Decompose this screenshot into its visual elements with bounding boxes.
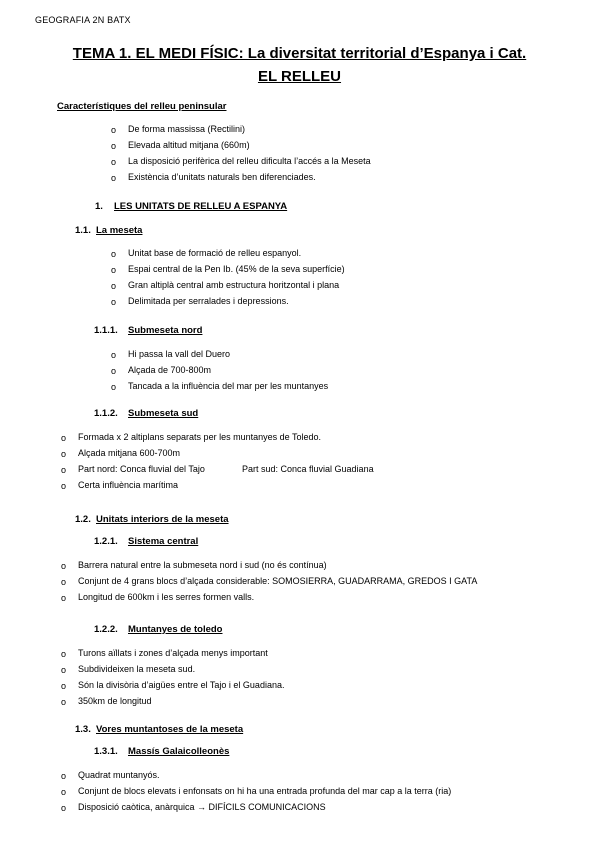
list-bullet: o (111, 350, 117, 360)
list-item: Unitat base de formació de relleu espanyol. (128, 248, 302, 258)
section-number: 1. (95, 201, 103, 212)
list-bullet: o (111, 141, 117, 151)
section-number: 1.3.1. (94, 746, 118, 757)
list-item: Delimitada per serralades i depressions. (128, 296, 289, 306)
list-item: Tancada a la influència del mar per les muntanyes (128, 381, 329, 391)
list-bullet: o (111, 249, 117, 259)
list-bullet: o (111, 281, 117, 291)
list-bullet: o (61, 803, 67, 813)
list-bullet: o (61, 593, 67, 603)
list-item: Espai central de la Pen Ib. (45% de la seva superfície) (128, 264, 345, 274)
page-subtitle: EL RELLEU (257, 68, 342, 85)
section-heading: Sistema central (128, 536, 199, 547)
list-bullet: o (61, 787, 67, 797)
list-item: Conjunt de blocs elevats i enfonsats on hi ha una entrada profunda del mar cap a la terra (ria) (78, 786, 452, 796)
section-heading: Vores muntantoses de la meseta (96, 724, 244, 735)
list-bullet: o (61, 481, 67, 491)
list-bullet: o (61, 649, 67, 659)
section-heading: Muntanyes de toledo (128, 624, 223, 635)
list-bullet: o (61, 449, 67, 459)
list-item: Disposició caòtica, anàrquica → DIFÍCILS COMUNICACIONS (78, 802, 326, 812)
list-bullet: o (61, 771, 67, 781)
list-item: Certa influència marítima (78, 480, 179, 490)
list-item: Alçada mitjana 600-700m (78, 448, 181, 458)
list-bullet: o (111, 265, 117, 275)
list-item: De forma massissa (Rectilini) (128, 124, 246, 134)
section-heading: Massís Galaicolleonès (128, 746, 230, 757)
list-item: Part nord: Conca fluvial del Tajo (78, 464, 205, 474)
characteristics-heading: Característiques del relleu peninsular (57, 101, 227, 112)
section-number: 1.2.1. (94, 536, 118, 547)
list-bullet: o (61, 433, 67, 443)
list-item: Gran altiplà central amb estructura horitzontal i plana (128, 280, 340, 290)
list-item: Formada x 2 altiplans separats per les muntanyes de Toledo. (78, 432, 321, 442)
list-item: Elevada altitud mitjana (660m) (128, 140, 250, 150)
list-item: Hi passa la vall del Duero (128, 349, 231, 359)
section-heading: Unitats interiors de la meseta (96, 514, 229, 525)
section-heading: Submeseta nord (128, 325, 203, 336)
list-item: Barrera natural entre la submeseta nord i sud (no és contínua) (78, 560, 327, 570)
list-bullet: o (111, 157, 117, 167)
section-number: 1.3. (75, 724, 91, 735)
list-bullet: o (61, 681, 67, 691)
list-item: Turons aïllats i zones d’alçada menys important (78, 648, 268, 658)
list-bullet: o (61, 665, 67, 675)
list-bullet: o (111, 366, 117, 376)
section-number: 1.1.2. (94, 408, 118, 419)
list-item: Subdivideixen la meseta sud. (78, 664, 196, 674)
list-item: Conjunt de 4 grans blocs d’alçada considerable: SOMOSIERRA, GUADARRAMA, GREDOS I GATA (78, 576, 478, 586)
section-heading: LES UNITATS DE RELLEU A ESPANYA (114, 201, 288, 212)
list-item: Longitud de 600km i les serres formen valls. (78, 592, 255, 602)
section-number: 1.2. (75, 514, 91, 525)
list-item-secondary: Part sud: Conca fluvial Guadiana (242, 464, 374, 474)
page-title: TEMA 1. EL MEDI FÍSIC: La diversitat territorial d’Espanya i Cat. (72, 45, 527, 62)
section-heading: La meseta (96, 225, 143, 236)
list-bullet: o (111, 173, 117, 183)
list-item: Quadrat muntanyós. (78, 770, 160, 780)
list-bullet: o (61, 465, 67, 475)
section-number: 1.2.2. (94, 624, 118, 635)
list-bullet: o (111, 382, 117, 392)
section-number: 1.1. (75, 225, 91, 236)
section-heading: Submeseta sud (128, 408, 199, 419)
list-bullet: o (61, 577, 67, 587)
list-item: Són la divisòria d’aigües entre el Tajo i el Guadiana. (78, 680, 285, 690)
list-item: 350km de longitud (78, 696, 152, 706)
section-number: 1.1.1. (94, 325, 118, 336)
list-bullet: o (111, 125, 117, 135)
document-header: GEOGRAFIA 2N BATX (35, 15, 131, 25)
list-bullet: o (111, 297, 117, 307)
list-bullet: o (61, 697, 67, 707)
list-item: Existència d’unitats naturals ben diferenciades. (128, 172, 316, 182)
list-item: La disposició perifèrica del relleu dificulta l’accés a la Meseta (128, 156, 371, 166)
list-bullet: o (61, 561, 67, 571)
list-item: Alçada de 700-800m (128, 365, 212, 375)
